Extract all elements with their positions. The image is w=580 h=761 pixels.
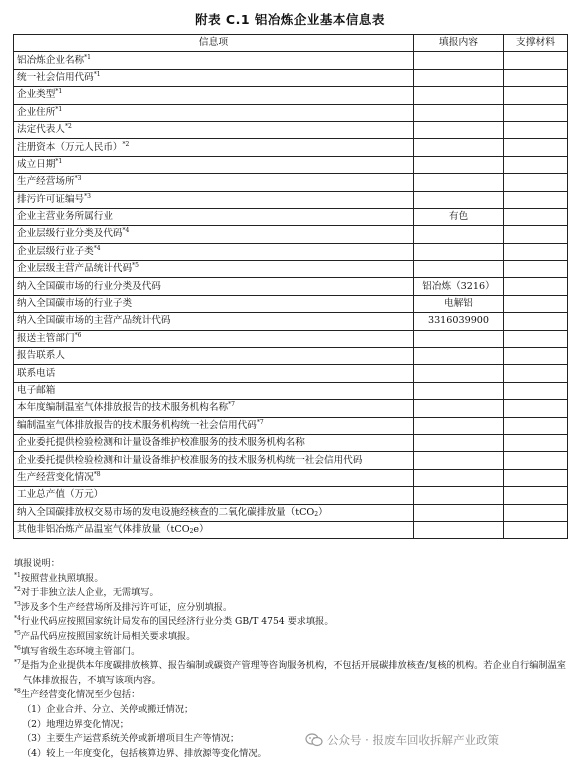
support-material-cell[interactable] [504,156,568,173]
info-item-label: 纳入全国碳市场的行业子类 [14,295,414,312]
info-item-label: 企业住所$^{*1}$ [14,104,414,121]
table-row [14,452,568,469]
footnote-mark: *2 [14,586,21,594]
support-material-cell[interactable] [504,174,568,191]
fill-content-cell[interactable] [414,365,504,382]
table-header-row [14,35,568,52]
fill-content-cell[interactable]: 有色 [414,208,504,225]
note-item: $^{*4}$行业代码应按照国家统计局发布的国民经济行业分类 GB/T 4754 要求填报。 [14,615,334,628]
fill-content-cell[interactable] [414,434,504,451]
support-material-cell[interactable] [504,400,568,417]
fill-content-cell[interactable] [414,191,504,208]
note-item: $^{*2}$对于非独立法人企业，无需填写。 [14,586,159,599]
footnote-mark: *1 [93,70,101,78]
table-row [14,521,568,538]
info-item-label: 企业类型$^{*1}$ [14,87,414,104]
fill-content-cell[interactable] [414,261,504,278]
info-item-label: 电子邮箱 [14,382,414,399]
fill-content-cell[interactable] [414,139,504,156]
support-material-cell[interactable] [504,348,568,365]
table-row [14,348,568,365]
info-item-label: 生产经营场所$^{*3}$ [14,174,414,191]
support-material-cell[interactable] [504,104,568,121]
note-sub-item: （1）企业合并、分立、关停或搬迁情况； [22,703,194,715]
support-material-cell[interactable] [504,504,568,521]
info-item-label: 纳入全国碳市场的主营产品统计代码 [14,313,414,330]
info-item-label: 注册资本（万元人民币）$^{*2}$ [14,139,414,156]
info-item-label: 其他非铝冶炼产品温室气体排放量（tCO$_2$e） [14,521,414,538]
fill-content-cell[interactable] [414,226,504,243]
fill-content-cell[interactable] [414,417,504,434]
note-item: $^{*5}$产品代码应按照国家统计局相关要求填报。 [14,629,196,642]
footnote-mark: *8 [14,688,21,696]
footnote-mark: *2 [64,123,72,131]
fill-content-cell[interactable] [414,174,504,191]
info-item-label: 企业层级行业分类及代码$^{*4}$ [14,226,414,243]
support-material-cell[interactable] [504,226,568,243]
table-row [14,104,568,121]
fill-content-cell[interactable] [414,400,504,417]
table-row [14,417,568,434]
support-material-cell[interactable] [504,121,568,138]
footnote-mark: *1 [55,88,63,96]
note-item: $^{*8}$生产经营变化情况至少包括： [14,688,141,701]
footnote-mark: *6 [74,331,82,339]
fill-content-cell[interactable]: 铝冶炼（3216） [414,278,504,295]
fill-content-cell[interactable] [414,52,504,69]
footnote-mark: *1 [84,53,91,61]
info-item-label: 企业主营业务所属行业 [14,208,414,225]
fill-content-cell[interactable] [414,348,504,365]
support-material-cell[interactable] [504,417,568,434]
table-row [14,226,568,243]
info-item-label: 企业层级行业子类$^{*4}$ [14,243,414,260]
footnote-mark: *8 [93,470,101,478]
note-sub-item: （2）地理边界变化情况； [22,718,129,730]
fill-content-cell[interactable]: 3316039900 [414,313,504,330]
note-sub-item: （4）较上一年度变化，包括核算边界、排放源等变化情况。 [22,747,267,759]
table-row [14,243,568,260]
info-item-label: 企业委托提供检验检测和计量设备维护校准服务的技术服务机构统一社会信用代码 [14,452,414,469]
support-material-cell[interactable] [504,278,568,295]
footnote-mark: *4 [93,244,101,252]
info-item-label: 报告联系人 [14,348,414,365]
info-item-label: 纳入全国碳市场的行业分类及代码 [14,278,414,295]
basic-info-table [13,34,568,539]
table-row [14,469,568,486]
footnote-mark: *3 [14,600,21,608]
info-item-label: 统一社会信用代码$^{*1}$ [14,69,414,86]
support-material-cell[interactable] [504,52,568,69]
info-item-label: 纳入全国碳排放权交易市场的发电设施经核查的二氧化碳排放量（tCO$_2$） [14,504,414,521]
fill-content-cell[interactable]: 电解铝 [414,295,504,312]
footnote-mark: *3 [74,175,82,183]
footnote-mark: *7 [14,659,21,667]
table-row [14,382,568,399]
table-row [14,365,568,382]
note-item: $^{*3}$涉及多个生产经营场所及排污许可证，应分别填报。 [14,600,233,613]
info-item-label: 报送主管部门$^{*6}$ [14,330,414,347]
info-item-label: 法定代表人$^{*2}$ [14,121,414,138]
table-row [14,52,568,69]
table-row [14,208,568,225]
table-row [14,191,568,208]
footnote-mark: *3 [84,192,91,200]
wechat-icon [305,733,323,747]
table-row [14,330,568,347]
fill-content-cell[interactable] [414,121,504,138]
footnote-mark: *5 [132,262,139,270]
footnote-mark: *1 [14,571,21,579]
fill-content-cell[interactable] [414,521,504,538]
fill-content-cell[interactable] [414,469,504,486]
footnote-mark: *7 [256,418,264,426]
info-item-label: 成立日期$^{*1}$ [14,156,414,173]
support-material-cell[interactable] [504,330,568,347]
fill-content-cell[interactable] [414,243,504,260]
table-row [14,278,568,295]
support-material-cell[interactable] [504,87,568,104]
footnote-mark: *4 [14,615,21,623]
table-row [14,139,568,156]
table-row [14,174,568,191]
support-material-cell[interactable] [504,139,568,156]
fill-content-cell[interactable] [414,504,504,521]
footnote-mark: *5 [14,629,21,637]
support-material-cell[interactable] [504,521,568,538]
support-material-cell[interactable] [504,365,568,382]
footnote-mark: *4 [122,227,130,235]
header-fill: 填报内容 [414,35,504,52]
table-row [14,261,568,278]
table-row [14,434,568,451]
note-sub-item: （3）主要生产运营系统关停或新增项目生产等情况； [22,733,240,745]
info-item-label: 铝冶炼企业名称$^{*1}$ [14,52,414,69]
fill-content-cell[interactable] [414,330,504,347]
notes-heading: 填报说明： [14,558,60,569]
support-material-cell[interactable] [504,434,568,451]
fill-content-cell[interactable] [414,156,504,173]
support-material-cell[interactable] [504,243,568,260]
support-material-cell[interactable] [504,295,568,312]
note-item: $^{*7}$是指为企业提供本年度碳排放核算、报告编制或碳资产管理等咨询服务机构，不包括开展碳排放核查/复核的机构。若企业自行编制温室气体排放报告，不填写该项内容。 [14,659,566,686]
footnote-mark: *1 [55,157,63,165]
footnote-mark: *2 [122,140,130,148]
support-material-cell[interactable] [504,69,568,86]
footnote-mark: *7 [228,401,235,409]
table-row [14,313,568,330]
info-item-label: 企业委托提供检验检测和计量设备维护校准服务的技术服务机构名称 [14,434,414,451]
watermark-text: 公众号 · 报废车回收拆解产业政策 [327,733,499,747]
fill-content-cell[interactable] [414,69,504,86]
table-row [14,69,568,86]
fill-content-cell[interactable] [414,104,504,121]
support-material-cell[interactable] [504,382,568,399]
info-item-label: 编制温室气体排放报告的技术服务机构统一社会信用代码$^{*7}$ [14,417,414,434]
fill-content-cell[interactable] [414,487,504,504]
info-item-label: 排污许可证编号$^{*3}$ [14,191,414,208]
info-item-label: 生产经营变化情况$^{*8}$ [14,469,414,486]
info-item-label: 联系电话 [14,365,414,382]
support-material-cell[interactable] [504,313,568,330]
support-material-cell[interactable] [504,191,568,208]
support-material-cell[interactable] [504,487,568,504]
footnote-mark: *1 [55,105,63,113]
note-item: $^{*6}$填写省级生态环境主管部门。 [14,644,141,657]
note-item: $^{*1}$按照营业执照填报。 [14,571,104,584]
footnote-mark: *6 [14,644,21,652]
info-item-label: 工业总产值（万元） [14,487,414,504]
table-row [14,156,568,173]
table-row [14,504,568,521]
support-material-cell[interactable] [504,261,568,278]
info-item-label: 企业层级主营产品统计代码$^{*5}$ [14,261,414,278]
watermark [305,732,499,748]
table-row [14,295,568,312]
table-row [14,121,568,138]
header-item: 信息项 [14,35,414,52]
fill-instructions [14,557,570,761]
table-row [14,87,568,104]
fill-content-cell[interactable] [414,382,504,399]
support-material-cell[interactable] [504,452,568,469]
info-item-label: 本年度编制温室气体排放报告的技术服务机构名称$^{*7}$ [14,400,414,417]
support-material-cell[interactable] [504,469,568,486]
fill-content-cell[interactable] [414,452,504,469]
support-material-cell[interactable] [504,208,568,225]
table-row [14,400,568,417]
fill-content-cell[interactable] [414,87,504,104]
table-row [14,487,568,504]
table-title: 附表 C.1 铝冶炼企业基本信息表 [195,12,385,27]
header-support: 支撑材料 [504,35,568,52]
